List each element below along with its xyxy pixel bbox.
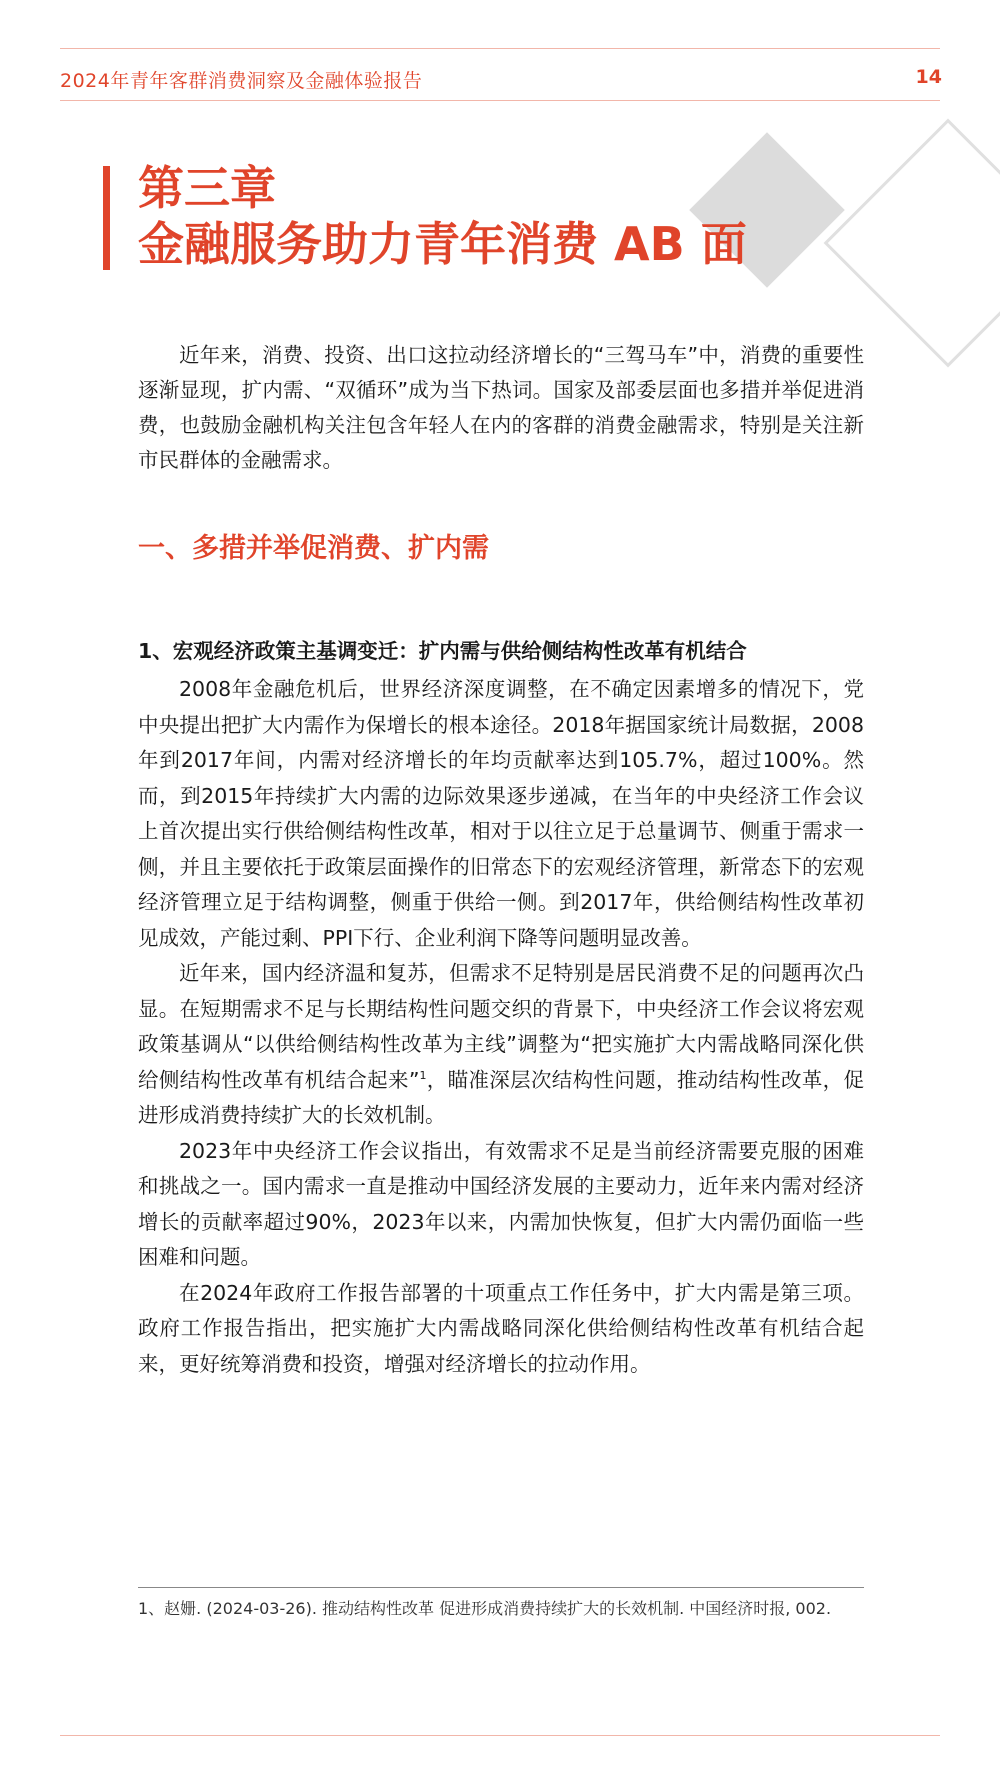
paragraph-text: ，瞄准深层次结构性问题，推动结构性改革，促进形成消费持续扩大的长效机制。 (138, 1067, 864, 1127)
body-text (138, 672, 864, 1382)
decorative-outline-diamond (824, 119, 1000, 368)
chapter-title: 金融服务助力青年消费 AB 面 (138, 217, 747, 271)
intro-paragraph: 近年来，消费、投资、出口这拉动经济增长的“三驾马车”中，消费的重要性逐渐显现，扩内需、“双循环”成为当下热词。国家及部委层面也多措并举促进消费，也鼓励金融机构关注包含年轻人在内的客群的消费金融需求，特别是关注新市民群体的金融需求。 (138, 343, 864, 472)
paragraph-text: 近年来，国内经济温和复苏，但需求不足特别是居民消费不足的问题再次凸显。在短期需求不足与长期结构性问题交织的背景下，中央经济工作会议将宏观政策基调从“以供给侧结构性改革为主线”调整为“把实施扩大内需战略同深化供给侧结构性改革有机结合起来” (138, 961, 864, 1092)
chapter-accent-bar (103, 166, 110, 270)
footer-rule (60, 1735, 940, 1736)
body-paragraph: 2008年金融危机后，世界经济深度调整，在不确定因素增多的情况下，党中央提出把扩大内需作为保增长的根本途径。2018年据国家统计局数据，2008年到2017年间，内需对经济增长的年均贡献率达到105.7%，超过100%。然而，到2015年持续扩大内需的边际效果逐步递减，在当年的中央经济工作会议上首次提出实行供给侧结构性改革，相对于以往立足于总量调节、侧重于需求一侧，并且主要依托于政策层面操作的旧常态下的宏观经济管理，新常态下的宏观经济管理立足于结构调整，侧重于供给一侧。到2017年，供给侧结构性改革初见成效，产能过剩、PPI下行、企业利润下降等问题明显改善。 (138, 677, 864, 950)
header-top-rule (60, 48, 940, 49)
report-title: 2024年青年客群消费洞察及金融体验报告 (60, 70, 423, 92)
subsection-title: 1、宏观经济政策主基调变迁：扩内需与供给侧结构性改革有机结合 (138, 639, 747, 663)
chapter-number: 第三章 (138, 161, 276, 215)
page-number: 14 (915, 66, 942, 88)
footnote-separator (138, 1587, 864, 1588)
header-bottom-rule (60, 100, 940, 101)
body-paragraph: 2023年中央经济工作会议指出，有效需求不足是当前经济需要克服的困难和挑战之一。国内需求一直是推动中国经济发展的主要动力，近年来内需对经济增长的贡献率超过90%，2023年以来，内需加快恢复，但扩大内需仍面临一些困难和问题。 (138, 1138, 864, 1269)
section-title: 一、多措并举促消费、扩内需 (138, 533, 489, 564)
footnote-reference[interactable]: 1 (419, 1068, 427, 1082)
body-paragraph: 在2024年政府工作报告部署的十项重点工作任务中，扩大内需是第三项。政府工作报告指出，把实施扩大内需战略同深化供给侧结构性改革有机结合起来，更好统筹消费和投资，增强对经济增长的拉动作用。 (138, 1280, 864, 1376)
footnote: 1、赵姗. (2024-03-26). 推动结构性改革 促进形成消费持续扩大的长效机制. 中国经济时报, 002. (138, 1599, 832, 1618)
body-paragraph-with-footnote (138, 956, 864, 1134)
